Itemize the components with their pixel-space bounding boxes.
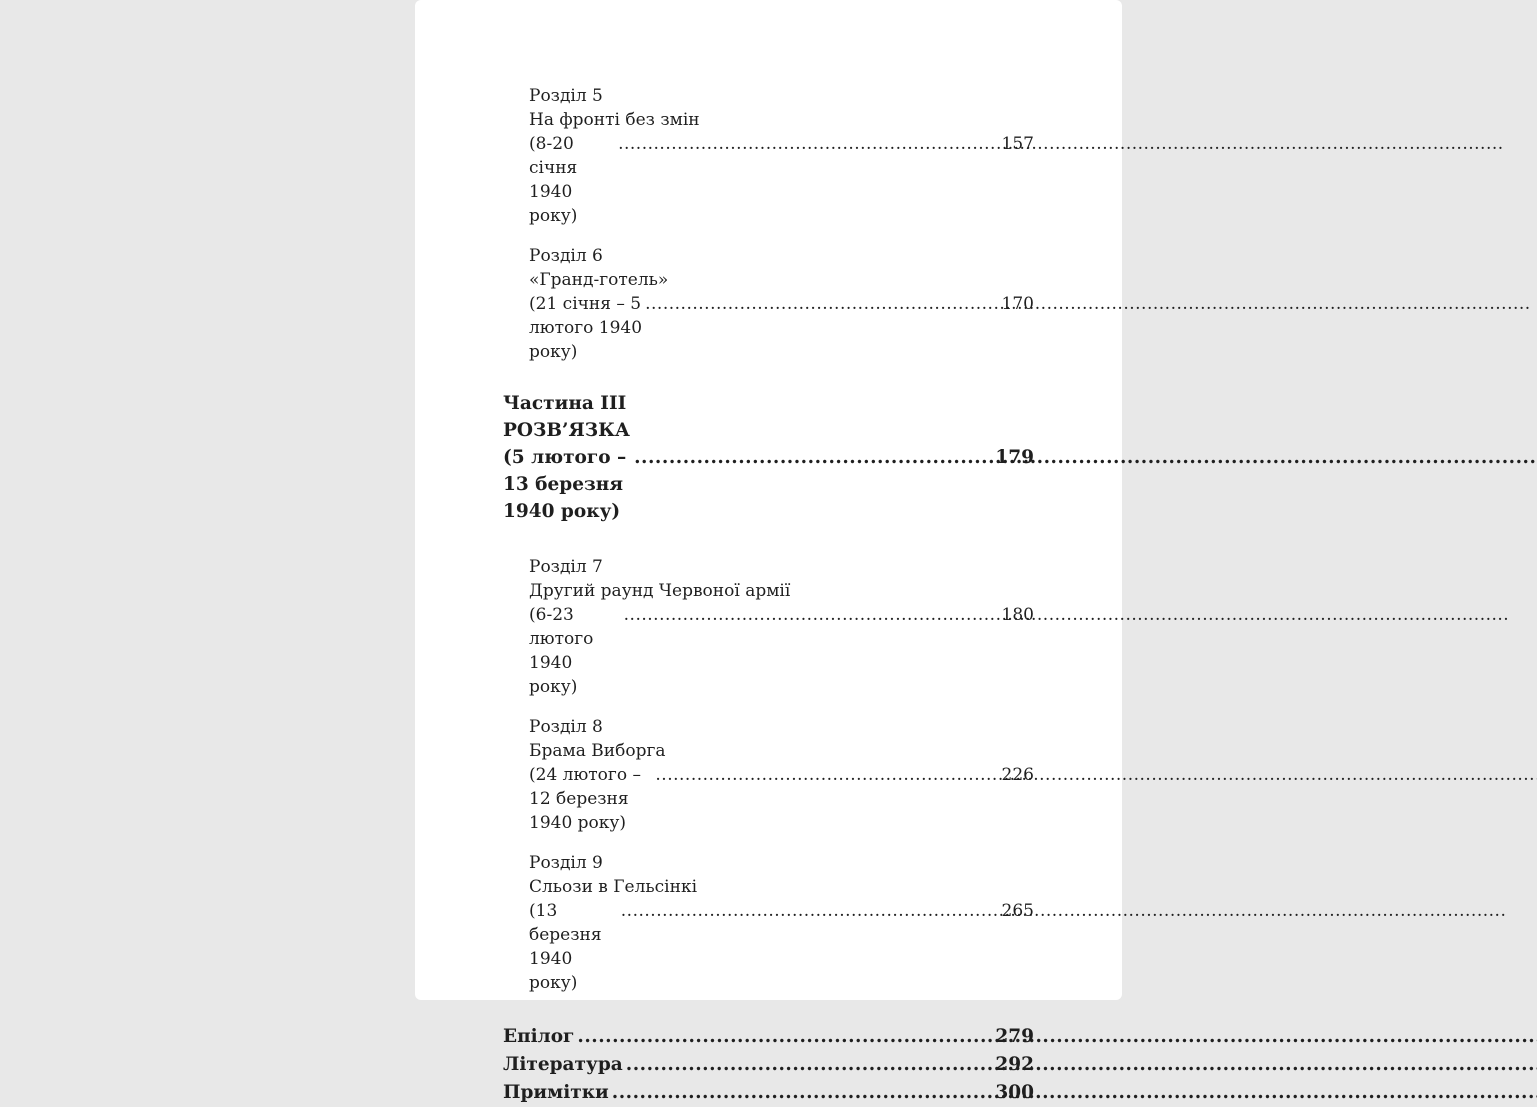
chapter-date-row [529,132,1034,228]
chapter-title: На фронті без змін [529,110,700,130]
toc-entry-epilogue [503,1023,1034,1051]
part-date: (5 лютого – 13 березня 1940 року) [503,447,627,522]
toc-backmatter [503,1023,1034,1107]
dot-leader [609,1079,992,1107]
chapter-title: Брама Виборга [529,741,666,761]
part-label: Частина III [503,393,627,414]
page-number: 279 [995,1026,1034,1047]
chapter-date: (6-23 лютого 1940 року) [529,605,594,697]
chapter-label: Розділ 5 [529,86,603,106]
toc-entry-chapter-6 [503,244,1034,364]
page-number: 300 [995,1082,1034,1103]
dot-leader [574,1023,991,1051]
dot-leader [631,444,991,471]
page-number: 180 [1001,605,1034,625]
page-number: 179 [995,447,1034,468]
chapter-date: (24 лютого – 12 березня 1940 року) [529,765,641,833]
toc-entry-chapter-7 [503,555,1034,699]
backmatter-title: Примітки [503,1082,609,1103]
dot-leader [615,132,997,156]
page-number: 157 [1001,134,1034,154]
chapter-date: (21 січня – 5 лютого 1940 року) [529,294,643,362]
dot-leader [623,1051,992,1079]
page-number: 292 [995,1054,1034,1075]
dot-leader [621,603,998,627]
chapter-date-row [529,899,1034,995]
chapter-title: Другий раунд Червоної армії [529,581,791,601]
chapter-title: Сльози в Гельсінкі [529,877,697,897]
toc-entry-chapter-9 [503,851,1034,995]
table-of-contents [503,84,1034,1107]
dot-leader [642,292,997,316]
chapter-date: (8-20 січня 1940 року) [529,134,578,226]
page-number: 170 [1001,294,1034,314]
part-date-row [503,444,1034,525]
chapter-date: (13 березня 1940 року) [529,901,602,993]
page-number: 226 [1001,765,1034,785]
toc-entry-part-3 [503,390,1034,525]
chapter-date-row [529,603,1034,699]
dot-leader [618,899,998,923]
toc-entry-literature [503,1051,1034,1079]
chapter-label: Розділ 8 [529,717,603,737]
toc-entry-chapter-5 [503,84,1034,228]
book-toc-page [415,0,1122,1103]
backmatter-title: Література [503,1054,623,1075]
page-number: 265 [1001,901,1034,921]
backmatter-title: Епілог [503,1026,575,1047]
part-title: РОЗВ’ЯЗКА [503,420,630,441]
chapter-label: Розділ 7 [529,557,603,577]
chapter-label: Розділ 9 [529,853,603,873]
chapter-title: «Гранд-готель» [529,270,669,290]
chapter-date-row [529,292,1034,364]
toc-entry-notes [503,1079,1034,1107]
chapter-label: Розділ 6 [529,246,603,266]
toc-entry-chapter-8 [503,715,1034,835]
dot-leader [652,763,997,787]
chapter-date-row [529,763,1034,835]
